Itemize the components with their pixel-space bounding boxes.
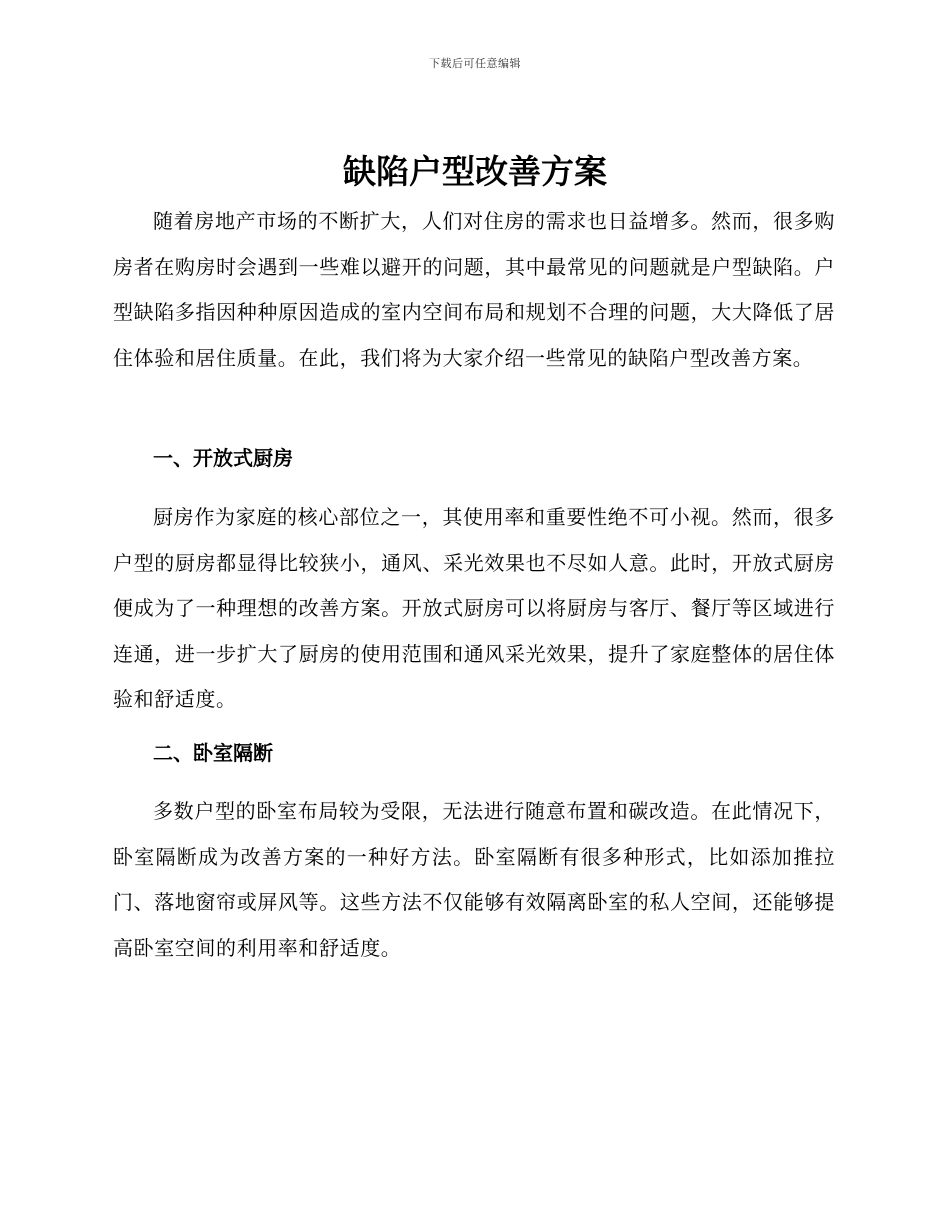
section-heading: 一、开放式厨房 bbox=[153, 446, 293, 470]
document-title: 缺陷户型改善方案 bbox=[343, 152, 607, 191]
section-paragraph: 厨房作为家庭的核心部位之一，其使用率和重要性绝不可小视。然而，很多户型的厨房都显得比较狭小，通风、采光效果也不尽如人意。此时，开放式厨房便成为了一种理想的改善方案。开放式厨房可以将厨房与客厅、餐厅等区域进行连通，进一步扩大了厨房的使用范围和通风采光效果，提升了家庭整体的居住体验和舒适度。 bbox=[113, 505, 835, 711]
page-header: 下载后可任意编辑 bbox=[429, 57, 521, 70]
section-2-heading-block bbox=[113, 731, 835, 777]
section-heading: 二、卧室隔断 bbox=[153, 741, 273, 765]
section-2-body-block bbox=[113, 789, 835, 971]
section-paragraph: 多数户型的卧室布局较为受限，无法进行随意布置和碳改造。在此情况下，卧室隔断成为改善方案的一种好方法。卧室隔断有很多种形式，比如添加推拉门、落地窗帘或屏风等。这些方法不仅能够有效隔离卧室的私人空间，还能够提高卧室空间的利用率和舒适度。 bbox=[113, 799, 835, 960]
intro-block bbox=[113, 199, 835, 381]
section-1-heading-block bbox=[113, 436, 835, 482]
section-1-body-block bbox=[113, 495, 835, 723]
intro-paragraph: 随着房地产市场的不断扩大，人们对住房的需求也日益增多。然而，很多购房者在购房时会遇到一些难以避开的问题，其中最常见的问题就是户型缺陷。户型缺陷多指因种种原因造成的室内空间布局和规划不合理的问题，大大降低了居住体验和居住质量。在此，我们将为大家介绍一些常见的缺陷户型改善方案。 bbox=[113, 209, 835, 370]
